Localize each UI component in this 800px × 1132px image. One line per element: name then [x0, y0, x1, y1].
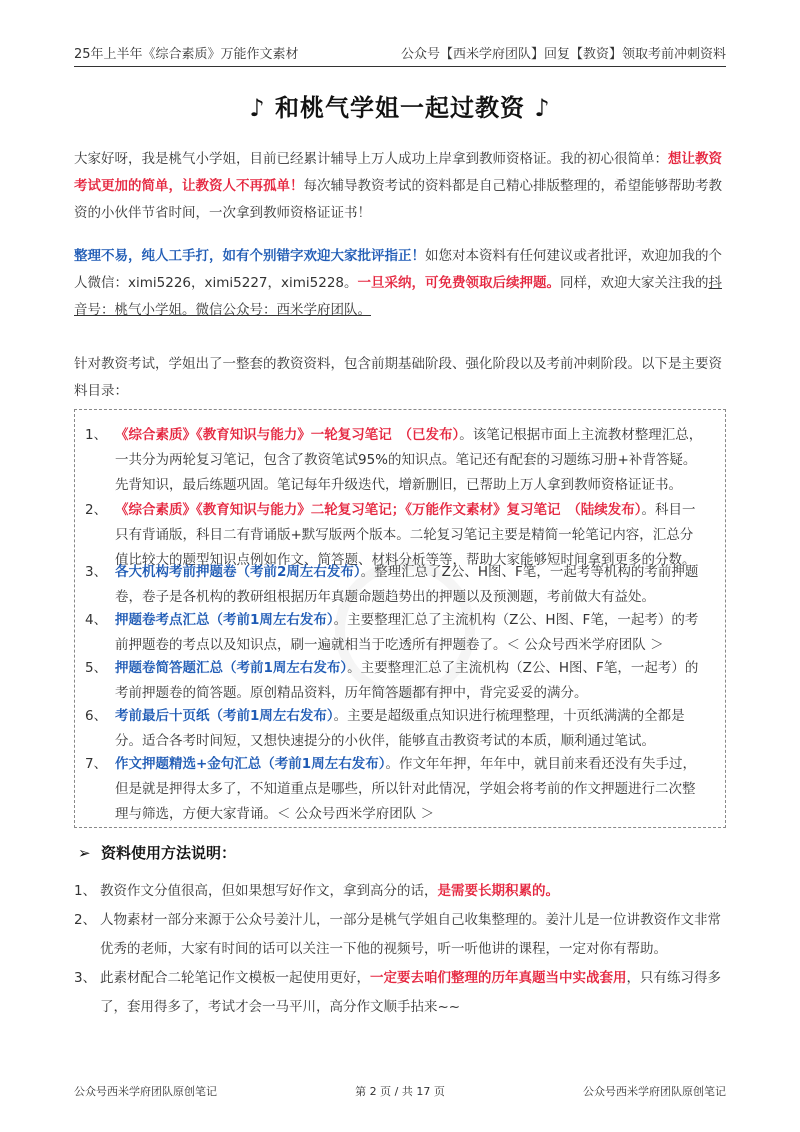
intro-paragraph-1: [74, 146, 728, 227]
intro-text-cont: 每次辅导教资考试的资料都是自己精心排版整理的，希望能够帮助考教资的小伙伴节省时间，一次拿到教师资格证证书！: [74, 178, 722, 221]
intro-blue-note: 整理不易，纯人工手打，如有个别错字欢迎大家批评指正！: [74, 248, 425, 264]
usage-text-cont: ，只有练习得多了，套用得多了，考试才会一马平川，高分作文顺手拈来~~: [100, 970, 721, 1015]
list-num: 5、: [85, 660, 108, 676]
list-rest: 。主要整理汇总了主流机构（Z公、H图、F笔，一起考）的考前押题卷的简答题。原创精品资料，历年简答题都有押中，背完妥妥的满分。: [115, 660, 699, 701]
list-highlight: 《综合素质》《教育知识与能力》一轮复习笔记 （已发布）: [115, 427, 460, 443]
list-num: 3、: [85, 564, 108, 580]
list-highlight: 《综合素质》《教育知识与能力》二轮复习笔记；《万能作文素材》复习笔记 （陆续发布）: [115, 502, 642, 518]
list-highlight: 考前最后十页纸（考前1周左右发布）: [115, 708, 334, 724]
usage-num: 3、: [74, 970, 97, 986]
list-num: 4、: [85, 612, 108, 628]
list-rest: 。主要整理汇总了主流机构（Z公、H图、F笔，一起考）的考前押题卷的考点以及知识点，刷一遍就相当于吃透所有押题卷了。＜ 公众号西米学府团队 ＞: [115, 612, 699, 653]
usage-text: 人物素材一部分来源于公众号姜汁儿，一部分是桃气学姐自己收集整理的。姜汁儿是一位讲教资作文非常优秀的老师，大家有时间的话可以关注一下他的视频号，听一听他讲的课程，一定对你有帮助。: [100, 912, 721, 957]
arrow-bullet-icon: ➢: [78, 844, 91, 862]
page-header: [74, 34, 726, 67]
list-rest: 。整理汇总了Z公、H图、F笔，一起考等机构的考前押题卷，卷子是各机构的教研组根据历年真题命题趋势出的押题以及预测题，考前做大有益处。: [115, 564, 699, 605]
usage-highlight: 一定要去咱们整理的历年真题当中实战套用: [370, 970, 627, 986]
list-num: 6、: [85, 708, 108, 724]
list-highlight: 押题卷考点汇总（考前1周左右发布）: [115, 612, 334, 628]
page-footer: [74, 1083, 726, 1099]
list-rest: 。该笔记根据市面上主流教材整理汇总，一共分为两轮复习笔记，包含了教资笔试95%的知识点。笔记还有配套的习题练习册+补背答疑。先背知识，最后练题巩固。笔记每年升级迭代，增新删旧，已帮助上万人拿到教师资格证证书。: [115, 427, 703, 493]
header-left: 25年上半年《综合素质》万能作文素材: [74, 47, 299, 62]
list-highlight: 各大机构考前押题卷（考前2周左右发布）: [115, 564, 361, 580]
footer-right: 公众号西米学府团队原创笔记: [583, 1085, 726, 1098]
list-rest: 。作文年年押，年年中，就目前来看还没有失手过，但是就是押得太多了，不知道重点是哪些，所以针对此情况，学姐会将考前的作文押题进行二次整理与筛选，方便大家背诵。＜ 公众号西米学府团队 ＞: [115, 756, 696, 822]
intro-follow: 同样，欢迎大家关注我的: [560, 275, 709, 291]
header-right: 公众号【西米学府团队】回复【教资】领取考前冲刺资料: [400, 47, 726, 62]
usage-text: 此素材配合二轮笔记作文模板一起使用更好，: [100, 970, 370, 986]
intro-text: 大家好呀，我是桃气小学姐，目前已经累计辅导上万人成功上岸拿到教师资格证。我的初心很简单：: [74, 151, 668, 167]
usage-num: 2、: [74, 912, 97, 928]
list-num: 2、: [85, 502, 108, 518]
list-num: 1、: [85, 427, 108, 443]
footer-left: 公众号西米学府团队原创笔记: [74, 1085, 217, 1098]
list-highlight: 作文押题精选+金句汇总（考前1周左右发布）: [115, 756, 386, 772]
usage-heading: [78, 842, 236, 863]
materials-list-box: [74, 409, 726, 828]
list-rest: 。科目一只有背诵版，科目二有背诵版+默写版两个版本。二轮复习笔记主要是精简一轮笔记内容，汇总分值比较大的题型知识点例如作文、简答题、材料分析等等，帮助大家能够短时间拿到更多的分数。: [115, 502, 696, 568]
intro-accounts: 抖音号：桃气小学姐。微信公众号：西米学府团队。: [74, 275, 722, 318]
intro-red-note: 一旦采纳，可免费领取后续押题。: [357, 275, 560, 291]
footer-page-number: 第 2 页 / 共 17 页: [355, 1085, 445, 1098]
list-rest: 。主要是超级重点知识进行梳理整理，十页纸满满的全都是分。适合各考时间短，又想快速提分的小伙伴，能够直击教资考试的本质，顺利通过笔试。: [115, 708, 685, 749]
intro-highlight: 想让教资考试更加的简单，让教资人不再孤单！: [74, 151, 722, 194]
usage-heading-text: 资料使用方法说明：: [101, 844, 237, 862]
usage-highlight: 是需要长期积累的。: [437, 883, 559, 899]
intro-paragraph-2: [74, 243, 728, 324]
intro-paragraph-3: 针对教资考试，学姐出了一整套的教资资料，包含前期基础阶段、强化阶段以及考前冲刺阶段。以下是主要资料目录：: [74, 356, 722, 399]
intro-contact: 如您对本资料有任何建议或者批评，欢迎加我的个人微信：ximi5226，ximi5227，ximi5228。: [74, 248, 722, 291]
list-num: 7、: [85, 756, 108, 772]
usage-text: 教资作文分值很高，但如果想写好作文，拿到高分的话，: [100, 883, 438, 899]
usage-num: 1、: [74, 883, 97, 899]
page-title: ♪ 和桃气学姐一起过教资 ♪: [249, 94, 551, 122]
list-highlight: 押题卷简答题汇总（考前1周左右发布）: [115, 660, 348, 676]
